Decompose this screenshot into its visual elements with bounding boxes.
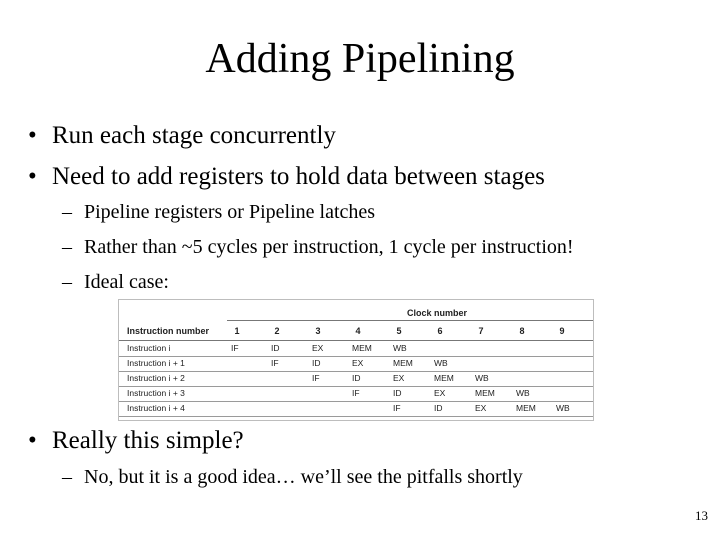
bullet-1 [28, 121, 336, 151]
stage-cell: WB [475, 373, 489, 383]
stage-cell: MEM [475, 388, 495, 398]
stage-cell: MEM [393, 358, 413, 368]
sub-bullet-marker: – [62, 236, 72, 258]
page-number: 13 [695, 508, 708, 523]
clock-number-9: 9 [559, 326, 565, 336]
clock-number-3: 3 [315, 326, 321, 336]
table-row [119, 387, 593, 402]
stage-cell: ID [393, 388, 402, 398]
stage-cell: MEM [516, 403, 536, 413]
stage-cell: EX [312, 343, 324, 353]
instruction-number-header: Instruction number [127, 326, 210, 336]
stage-cell: IF [312, 373, 320, 383]
table-row [119, 372, 593, 387]
sub-bullet-text: Rather than ~5 cycles per instruction, 1 cycle per instruction! [84, 236, 574, 258]
bullet-marker: • [28, 427, 37, 454]
sub-bullet-text: Pipeline registers or Pipeline latches [84, 201, 376, 223]
clock-number-4: 4 [355, 326, 361, 336]
clock-number-1: 1 [234, 326, 240, 336]
header-rule [119, 340, 593, 341]
bullet-text: Need to add registers to hold data between stages [52, 163, 545, 190]
stage-cell: IF [352, 388, 360, 398]
stage-cell: WB [556, 403, 570, 413]
pipeline-table [118, 299, 594, 421]
slide-title: Adding Pipelining [205, 36, 515, 82]
bullet-marker: • [28, 122, 37, 149]
table-row [119, 357, 593, 372]
stage-cell: EX [434, 388, 446, 398]
bullet-marker: • [28, 163, 37, 190]
stage-cell: ID [271, 343, 280, 353]
row-label: Instruction i [127, 343, 171, 353]
row-label: Instruction i + 4 [127, 403, 185, 413]
stage-cell: WB [393, 343, 407, 353]
clock-number-8: 8 [519, 326, 525, 336]
sub-bullet-2 [62, 235, 574, 259]
stage-cell: IF [231, 343, 239, 353]
bullet-text: Really this simple? [52, 427, 244, 454]
sub-bullet-4 [62, 465, 523, 489]
stage-cell: MEM [352, 343, 372, 353]
clock-number-6: 6 [437, 326, 443, 336]
sub-bullet-marker: – [62, 201, 72, 223]
sub-bullet-3 [62, 270, 169, 294]
stage-cell: EX [475, 403, 487, 413]
stage-cell: EX [352, 358, 364, 368]
sub-bullet-marker: – [62, 466, 72, 488]
clock-number-header: Clock number [406, 308, 467, 318]
stage-cell: WB [434, 358, 448, 368]
stage-cell: EX [393, 373, 405, 383]
bullet-2 [28, 162, 545, 192]
stage-cell: ID [352, 373, 361, 383]
sub-bullet-1 [62, 200, 375, 224]
stage-cell: ID [434, 403, 443, 413]
table-row [119, 342, 593, 357]
sub-bullet-marker: – [62, 271, 72, 293]
row-rule [119, 416, 593, 417]
row-label: Instruction i + 1 [127, 358, 185, 368]
sub-bullet-text: Ideal case: [84, 271, 169, 293]
sub-bullet-text: No, but it is a good idea… we’ll see the pitfalls shortly [84, 466, 523, 488]
clock-number-2: 2 [274, 326, 280, 336]
stage-cell: MEM [434, 373, 454, 383]
stage-cell: WB [516, 388, 530, 398]
stage-cell: IF [271, 358, 279, 368]
clock-number-5: 5 [396, 326, 402, 336]
header-rule [227, 320, 593, 321]
stage-cell: ID [312, 358, 321, 368]
stage-cell: IF [393, 403, 401, 413]
table-row [119, 402, 593, 417]
clock-number-7: 7 [478, 326, 484, 336]
row-label: Instruction i + 2 [127, 373, 185, 383]
bullet-3 [28, 426, 244, 456]
bullet-text: Run each stage concurrently [52, 122, 336, 149]
row-label: Instruction i + 3 [127, 388, 185, 398]
